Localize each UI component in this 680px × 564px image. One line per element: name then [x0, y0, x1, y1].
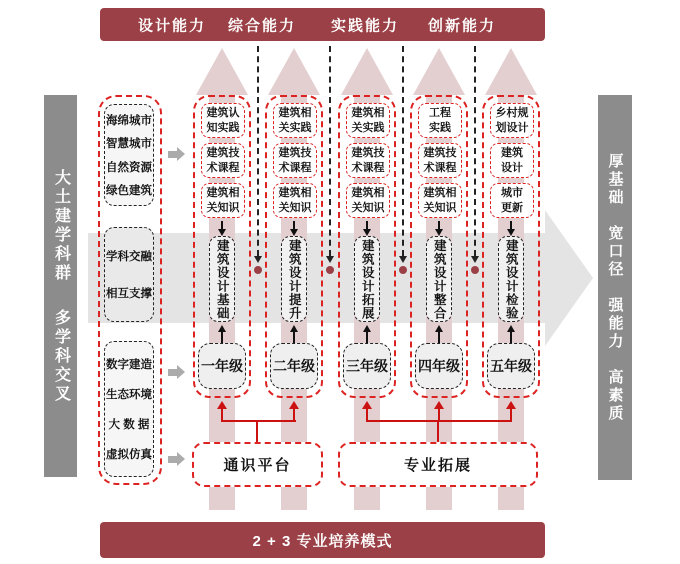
- connector-line: [221, 408, 223, 421]
- dashed-separator: [257, 46, 259, 256]
- discipline-item: 大 数 据: [108, 419, 150, 431]
- course-box: 工程 实践: [418, 103, 462, 138]
- core-design-box: 建筑设计拓展: [354, 236, 380, 322]
- course-box: 建筑相 关知识: [273, 183, 317, 218]
- up-arrow-icon: [217, 401, 227, 409]
- down-arrow-line: [438, 221, 440, 229]
- node-dot: [399, 266, 407, 274]
- down-arrow-icon: [435, 229, 443, 236]
- up-arrow-icon: [290, 325, 298, 332]
- grade-column-2: [265, 95, 323, 398]
- node-dot: [326, 266, 334, 274]
- course-box: 建筑相 关知识: [418, 183, 462, 218]
- training-mode-bar: 2 + 3 专业培养模式: [100, 522, 545, 558]
- up-arrow-icon: [506, 401, 516, 409]
- course-box: 建筑相 关实践: [346, 103, 390, 138]
- dashed-separator: [402, 46, 404, 256]
- general-platform-box: 通识平台: [192, 442, 323, 487]
- grade-box: 四年级: [415, 343, 463, 389]
- up-arrow-icon: [341, 48, 393, 95]
- ability-label: 创新能力: [427, 17, 497, 34]
- node-dot: [254, 266, 262, 274]
- right-goal-bar: [598, 95, 632, 480]
- up-arrow-icon: [434, 401, 444, 409]
- down-arrow-line: [293, 221, 295, 229]
- down-arrow-icon: [290, 229, 298, 236]
- left-theme-text: 大土建学科群: [52, 168, 70, 283]
- core-design-box: 建筑设计检验: [498, 236, 524, 322]
- down-arrow-icon: [363, 229, 371, 236]
- grade-column-1: [193, 95, 251, 398]
- down-arrow-icon: [399, 256, 407, 263]
- down-arrow-line: [366, 221, 368, 229]
- grade-column-4: [410, 95, 468, 398]
- grade-box: 一年级: [198, 343, 246, 389]
- right-goal-text: 高素质: [606, 368, 624, 423]
- discipline-panel: [98, 95, 162, 485]
- course-box: 建筑技 术课程: [418, 143, 462, 178]
- discipline-item: 生态环境: [106, 389, 152, 401]
- ability-label: 综合能力: [227, 17, 297, 34]
- up-arrow-icon: [196, 48, 248, 95]
- up-arrow-line: [293, 332, 295, 343]
- up-arrow-icon: [413, 48, 465, 95]
- connector-line: [437, 421, 439, 442]
- ability-label: 实践能力: [330, 17, 400, 34]
- discipline-group: [104, 341, 154, 477]
- down-arrow-line: [510, 221, 512, 229]
- down-arrow-icon: [254, 256, 262, 263]
- course-box: 建筑相 关知识: [346, 183, 390, 218]
- right-arrow-icon: [168, 452, 185, 467]
- down-arrow-icon: [507, 229, 515, 236]
- up-arrow-icon: [507, 325, 515, 332]
- up-arrow-line: [438, 332, 440, 343]
- course-box: 建筑技 术课程: [346, 143, 390, 178]
- up-arrow-line: [221, 332, 223, 343]
- left-theme-bar: [44, 95, 77, 477]
- down-arrow-icon: [326, 256, 334, 263]
- connector-line: [293, 408, 295, 421]
- discipline-item: 数字建造: [106, 359, 152, 371]
- discipline-item: 学科交融: [106, 251, 152, 264]
- dashed-separator: [329, 46, 331, 256]
- right-goal-text: 强能力: [606, 296, 624, 351]
- discipline-item: 虚拟仿真: [106, 449, 152, 461]
- node-dot: [471, 266, 479, 274]
- course-box: 建筑相 关知识: [201, 183, 245, 218]
- discipline-group: [104, 104, 154, 206]
- core-design-box: 建筑设计提升: [281, 236, 307, 322]
- grade-box: 三年级: [343, 343, 391, 389]
- professional-expansion-box: 专业拓展: [338, 442, 538, 487]
- dashed-separator: [474, 46, 476, 256]
- grade-box: 五年级: [487, 343, 535, 389]
- up-arrow-icon: [363, 325, 371, 332]
- discipline-group: [104, 227, 154, 322]
- core-design-box: 建筑设计整合: [426, 236, 452, 322]
- down-arrow-line: [221, 221, 223, 229]
- discipline-item: 相互支撑: [106, 287, 152, 300]
- down-arrow-icon: [218, 229, 226, 236]
- grade-column-5: [482, 95, 540, 398]
- up-arrow-icon: [289, 401, 299, 409]
- right-goal-text: 厚基础: [606, 152, 624, 207]
- connector-line: [366, 408, 368, 421]
- up-arrow-line: [510, 332, 512, 343]
- discipline-item: 海绵城市: [106, 115, 152, 128]
- connector-line: [438, 408, 440, 421]
- left-theme-text: 多学科交叉: [52, 308, 70, 404]
- discipline-item: 自然资源: [106, 161, 152, 174]
- discipline-item: 智慧城市: [106, 138, 152, 151]
- course-box: 建筑相 关实践: [273, 103, 317, 138]
- grade-column-3: [338, 95, 396, 398]
- connector-line: [256, 421, 258, 442]
- gray-flow-arrowhead-icon: [545, 210, 593, 346]
- course-box: 建筑技 术课程: [273, 143, 317, 178]
- up-arrow-icon: [268, 48, 320, 95]
- right-goal-text: 宽口径: [606, 224, 624, 279]
- ability-label: 设计能力: [137, 17, 207, 34]
- course-box: 建筑 设计: [490, 143, 534, 178]
- up-arrow-icon: [435, 325, 443, 332]
- up-arrow-icon: [362, 401, 372, 409]
- grade-box: 二年级: [270, 343, 318, 389]
- connector-line: [221, 420, 296, 422]
- abilities-bar: [100, 8, 545, 41]
- up-arrow-icon: [218, 325, 226, 332]
- down-arrow-icon: [471, 256, 479, 263]
- course-box: 城市 更新: [490, 183, 534, 218]
- up-arrow-icon: [485, 48, 537, 95]
- right-arrow-icon: [168, 365, 185, 380]
- up-arrow-line: [366, 332, 368, 343]
- course-box: 建筑认 知实践: [201, 103, 245, 138]
- course-box: 乡村规 划设计: [490, 103, 534, 138]
- core-design-box: 建筑设计基础: [209, 236, 235, 322]
- course-box: 建筑技 术课程: [201, 143, 245, 178]
- discipline-item: 绿色建筑: [106, 184, 152, 197]
- right-arrow-icon: [168, 147, 185, 162]
- connector-line: [510, 408, 512, 421]
